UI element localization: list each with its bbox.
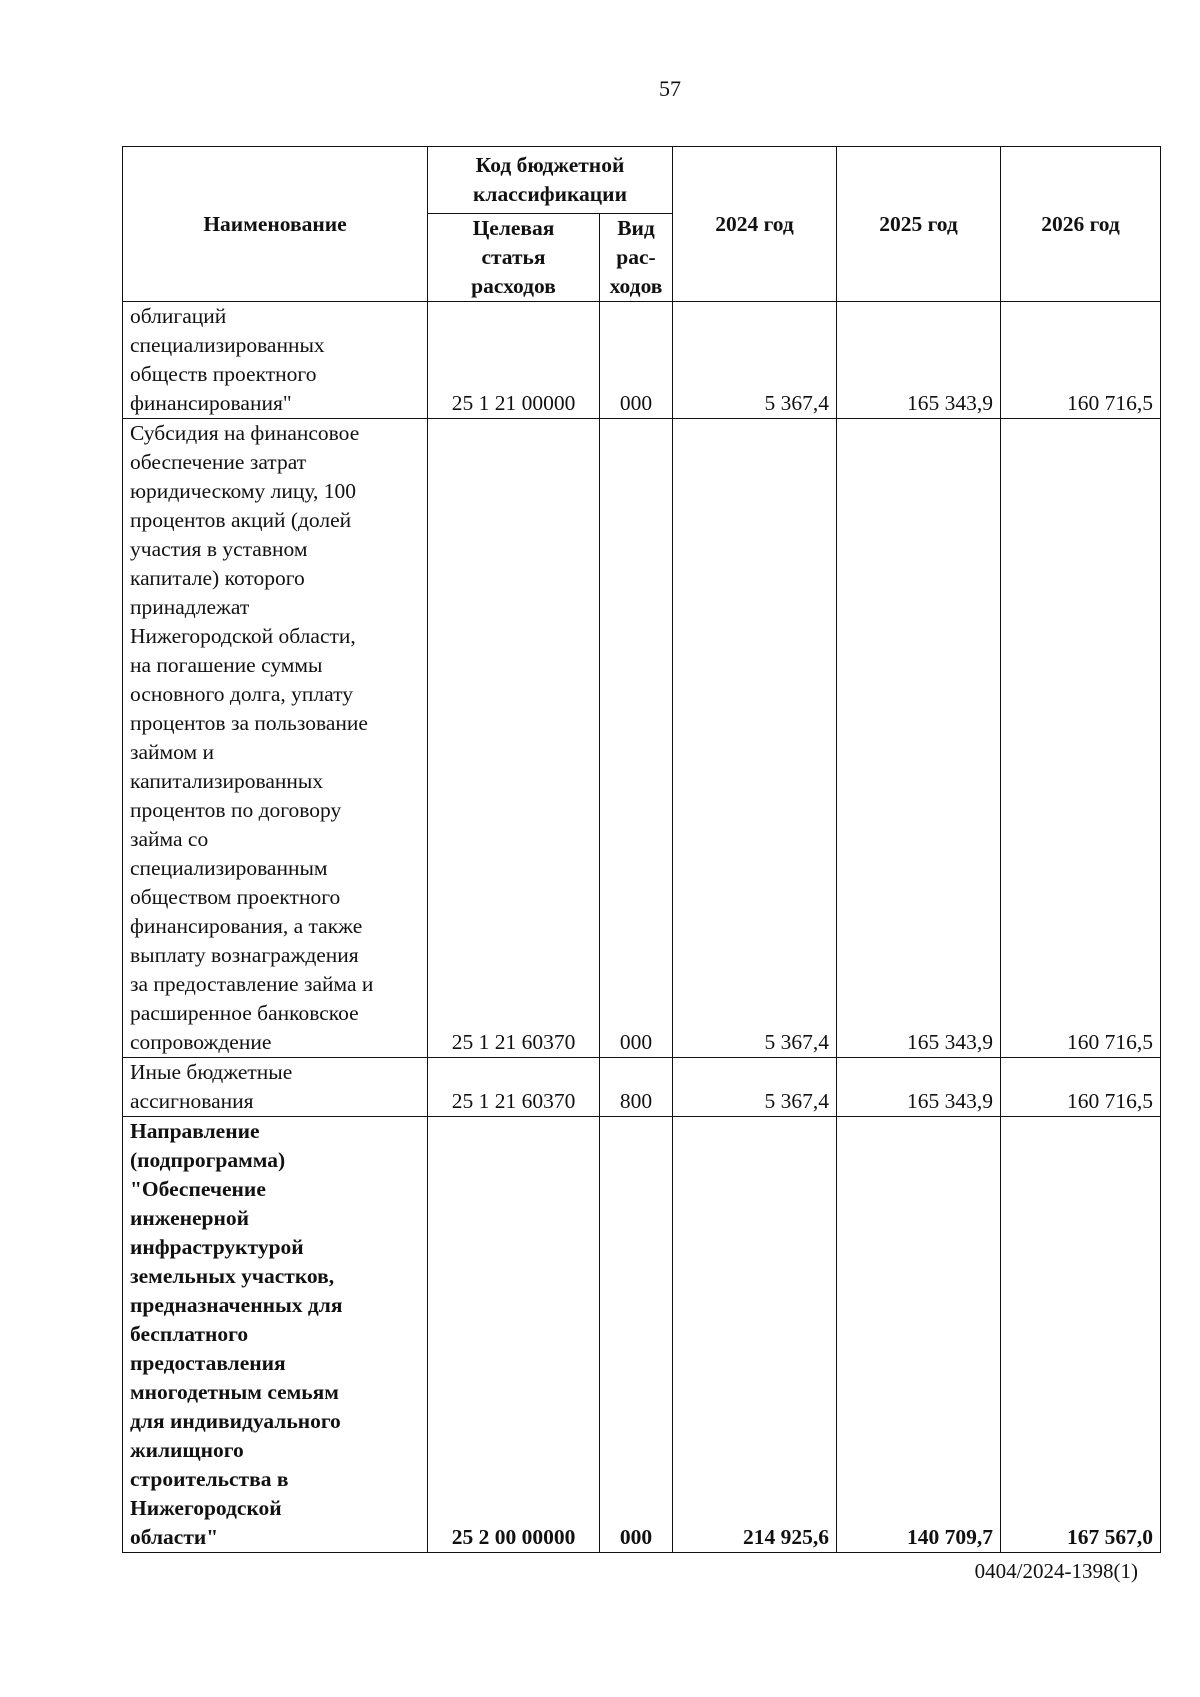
table-row bbox=[123, 419, 1161, 1058]
table-body bbox=[123, 302, 1161, 1553]
row-value-2024: 214 925,6 bbox=[673, 1117, 837, 1553]
row-expense-type: 800 bbox=[600, 1058, 673, 1117]
row-name: облигаций специализированных обществ проектного финансирования" bbox=[123, 302, 428, 419]
budget-table bbox=[122, 146, 1161, 1553]
row-value-2025: 140 709,7 bbox=[837, 1117, 1001, 1553]
row-value-2026: 160 716,5 bbox=[1001, 419, 1161, 1058]
table-row bbox=[123, 302, 1161, 419]
document-id: 0404/2024-1398(1) bbox=[974, 1559, 1138, 1583]
row-value-2025: 165 343,9 bbox=[837, 302, 1001, 419]
page-number: 57 bbox=[659, 76, 681, 101]
row-name: Субсидия на финансовое обеспечение затрат юридическому лицу, 100 процентов акций (долей участия в уставном капитале) которого принадлежат Нижегородской области, на погашение суммы основного долга, уплату процентов за пользование займом и капитализированных процентов по договору займа со специализированным обществом проектного финансирования, а также выплату вознаграждения за предоставление займа и расширенное банковское сопровождение bbox=[123, 419, 428, 1058]
row-value-2026: 167 567,0 bbox=[1001, 1117, 1161, 1553]
header-code-group: Код бюджетной классификации bbox=[428, 147, 673, 214]
row-expense-type: 000 bbox=[600, 419, 673, 1058]
header-expense-type: Вид рас- ходов bbox=[600, 214, 673, 302]
table-row bbox=[123, 1117, 1161, 1553]
row-target-article: 25 1 21 60370 bbox=[428, 419, 600, 1058]
row-name: Направление (подпрограмма) "Обеспечение инженерной инфраструктурой земельных участков, предназначенных для бесплатного предоставления многодетным семьям для индивидуального жилищного строительства в Нижегородской области" bbox=[123, 1117, 428, 1553]
row-value-2026: 160 716,5 bbox=[1001, 1058, 1161, 1117]
row-value-2026: 160 716,5 bbox=[1001, 302, 1161, 419]
table-row bbox=[123, 1058, 1161, 1117]
row-value-2024: 5 367,4 bbox=[673, 302, 837, 419]
header-2026: 2026 год bbox=[1001, 147, 1161, 302]
header-2024: 2024 год bbox=[673, 147, 837, 302]
row-value-2024: 5 367,4 bbox=[673, 419, 837, 1058]
row-target-article: 25 2 00 00000 bbox=[428, 1117, 600, 1553]
header-target-article: Целевая статья расходов bbox=[428, 214, 600, 302]
row-name: Иные бюджетные ассигнования bbox=[123, 1058, 428, 1117]
row-target-article: 25 1 21 00000 bbox=[428, 302, 600, 419]
row-expense-type: 000 bbox=[600, 302, 673, 419]
header-2025: 2025 год bbox=[837, 147, 1001, 302]
row-value-2025: 165 343,9 bbox=[837, 419, 1001, 1058]
row-value-2024: 5 367,4 bbox=[673, 1058, 837, 1117]
row-target-article: 25 1 21 60370 bbox=[428, 1058, 600, 1117]
row-value-2025: 165 343,9 bbox=[837, 1058, 1001, 1117]
row-expense-type: 000 bbox=[600, 1117, 673, 1553]
header-name: Наименование bbox=[123, 147, 428, 302]
